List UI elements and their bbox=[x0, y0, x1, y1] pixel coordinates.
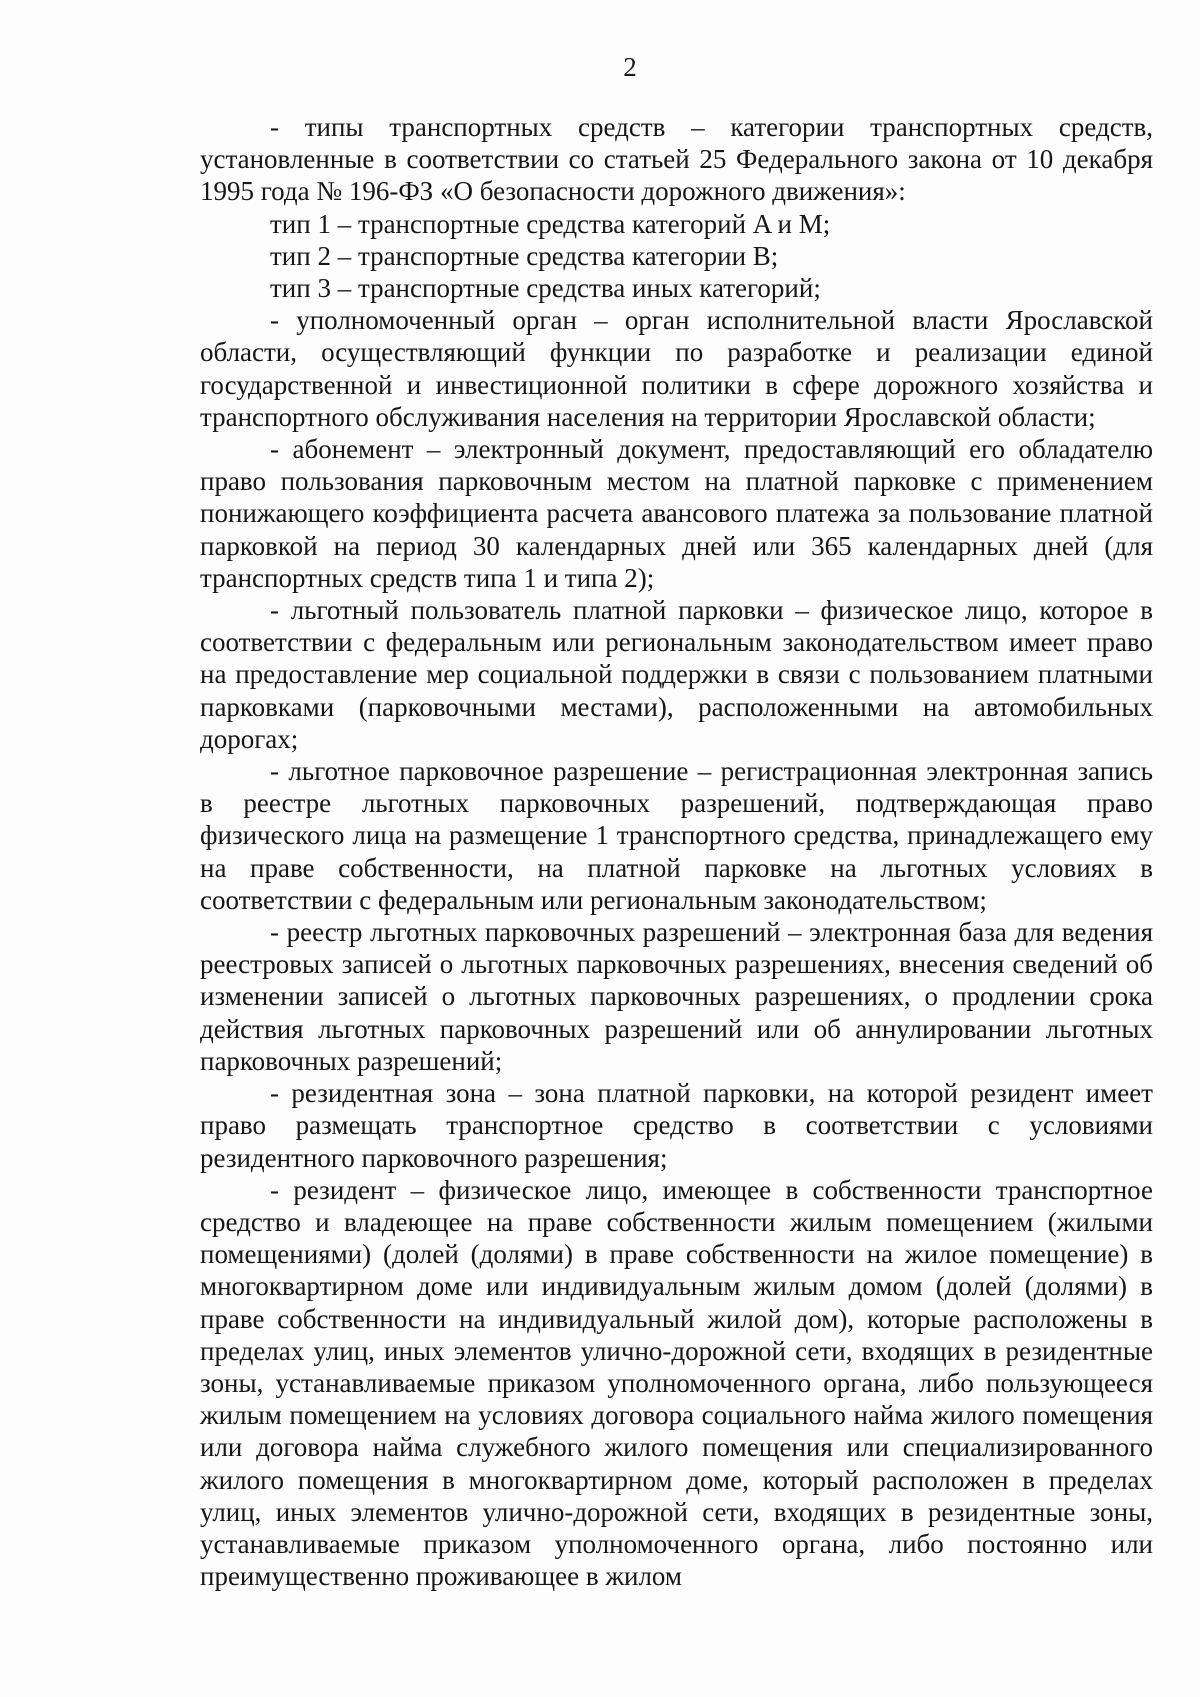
definition-resident-zone: - резидентная зона – зона платной парковки, на которой резидент имеет право размещать транспортное средство в соответствии с условиями резидентного парковочного разрешения; bbox=[200, 1078, 1153, 1173]
document-body bbox=[200, 111, 1153, 1592]
vehicle-type-1: тип 1 – транспортные средства категорий A и M; bbox=[270, 208, 831, 239]
page-number: 2 bbox=[623, 52, 637, 82]
definition-privileged-permit: - льготное парковочное разрешение – регистрационная электронная запись в реестре льготных парковочных разрешений, подтверждающая право физического лица на размещение 1 транспортного средства, принадлежащего ему на праве собственности, на платной парковке на льготных условиях в соответствии с федеральным или региональным законодательством; bbox=[200, 756, 1153, 915]
definition-vehicle-types: - типы транспортных средств – категории транспортных средств, установленные в соответствии со статьей 25 Федерального закона от 10 декабря 1995 года № 196-ФЗ «О безопасности дорожного движения»: bbox=[200, 112, 1153, 207]
definition-resident: - резидент – физическое лицо, имеющее в собственности транспортное средство и владеющее на праве собственности жилым помещением (жилыми помещениями) (долей (долями) в праве собственности на жилое помещение) в многоквартирном доме или индивидуальным жилым домом (долей (долями) в праве собственности на индивидуальный жилой дом), которые расположены в пределах улиц, иных элементов улично-дорожной сети, входящих в резидентные зоны, устанавливаемые приказом уполномоченного органа, либо пользующееся жилым помещением на условиях договора социального найма жилого помещения или договора найма служебного жилого помещения или специализированного жилого помещения в многоквартирном доме, который расположен в пределах улиц, иных элементов улично-дорожной сети, входящих в резидентные зоны, устанавливаемые приказом уполномоченного органа, либо постоянно или преимущественно проживающее в жилом bbox=[200, 1174, 1153, 1592]
definition-subscription: - абонемент – электронный документ, предоставляющий его обладателю право пользования парковочным местом на платной парковке с применением понижающего коэффициента расчета авансового платежа за пользование платной парковкой на период 30 календарных дней или 365 календарных дней (для транспортных средств типа 1 и типа 2); bbox=[200, 434, 1153, 593]
vehicle-type-2: тип 2 – транспортные средства категории B; bbox=[270, 240, 779, 271]
definition-authorized-body: - уполномоченный орган – орган исполнительной власти Ярославской области, осуществляющий функции по разработке и реализации единой государственной и инвестиционной политики в сфере дорожного хозяйства и транспортного обслуживания населения на территории Ярославской области; bbox=[200, 305, 1153, 432]
definition-privileged-user: - льготный пользователь платной парковки – физическое лицо, которое в соответствии с федеральным или региональным законодательством имеет право на предоставление мер социальной поддержки в связи с пользованием платными парковками (парковочными местами), расположенными на автомобильных дорогах; bbox=[200, 595, 1153, 754]
vehicle-type-3: тип 3 – транспортные средства иных категорий; bbox=[270, 273, 821, 304]
definition-permit-registry: - реестр льготных парковочных разрешений – электронная база для ведения реестровых записей о льготных парковочных разрешениях, внесения сведений об изменении записей о льготных парковочных разрешениях, о продлении срока действия льготных парковочных разрешений или об аннулировании льготных парковочных разрешений; bbox=[200, 917, 1153, 1076]
